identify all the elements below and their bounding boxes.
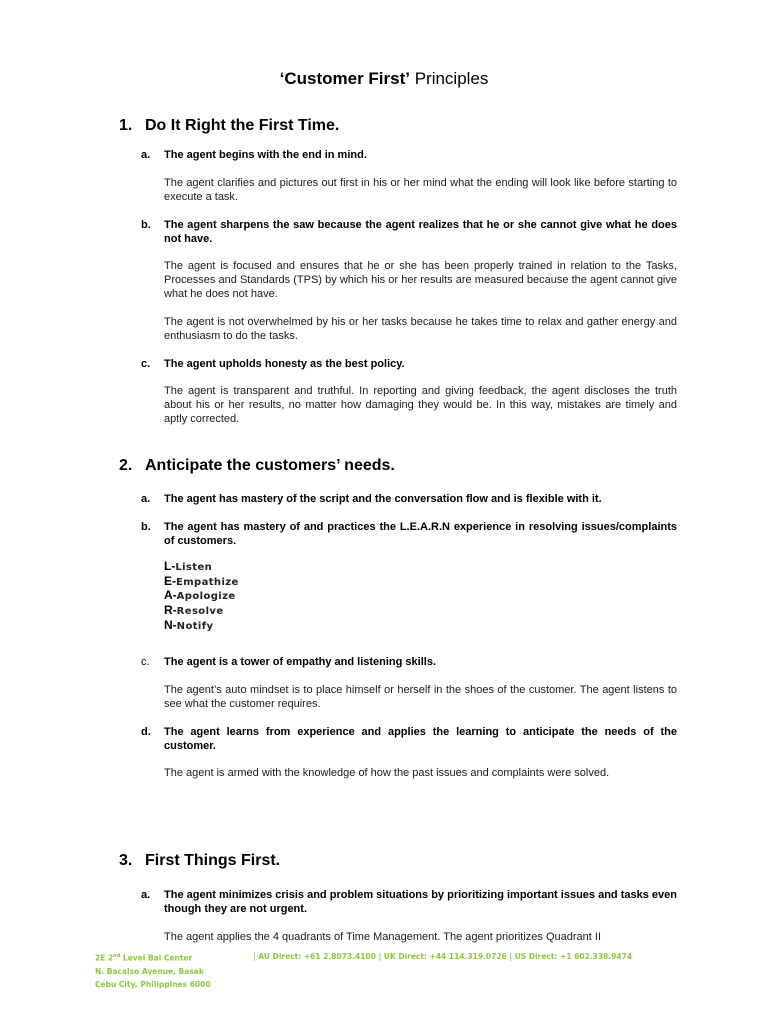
paragraph: The agent’s auto mindset is to place himself or herself in the shoes of the customer. The agent listens to see what the customer requires.: [164, 684, 677, 710]
learn-item-apologize: A-Apologize: [164, 588, 236, 603]
list-item: c. The agent is a tower of empathy and listening skills.: [141, 656, 437, 668]
paragraph: The agent is armed with the knowledge of how the past issues and complaints were solved.: [164, 767, 610, 779]
section-heading-1: 1. Do It Right the First Time.: [119, 117, 340, 134]
title-emphasis: ‘Customer First’: [279, 69, 410, 88]
section-heading-3: 3. First Things First.: [119, 852, 281, 869]
learn-acronym-list: [164, 560, 239, 634]
list-item: c. The agent upholds honesty as the best policy.: [141, 358, 405, 370]
footer-address-line-2: N. Bacalso Avenue, Basak: [95, 966, 204, 976]
list-item: a. The agent minimizes crisis and problem situations by prioritizing important issues and tasks even though they are not urgent.: [141, 889, 677, 915]
list-item: d. The agent learns from experience and applies the learning to anticipate the needs of the customer.: [141, 726, 677, 752]
footer-contacts: | AU Direct: +61 2.8073.4100 | UK Direct: +44 114.319.0726 | US Direct: +1 602.338.9474: [253, 952, 633, 961]
footer-address-line-1: 2E 2nd Level Bai Center: [95, 953, 193, 963]
list-item: a. The agent has mastery of the script and the conversation flow and is flexible with it.: [141, 493, 602, 505]
list-item: b. The agent has mastery of and practices the L.E.A.R.N experience in resolving issues/complaints of customers.: [141, 521, 677, 547]
learn-item-notify: N-Notify: [164, 617, 214, 632]
learn-item-listen: L-Listen: [164, 559, 213, 573]
paragraph: The agent is transparent and truthful. In reporting and giving feedback, the agent discloses the truth about his or her results, no matter how damaging they would be. In this way, mistakes are timely and aptly corrected.: [164, 385, 677, 425]
paragraph: The agent clarifies and pictures out first in his or her mind what the ending will look like before starting to execute a task.: [164, 177, 677, 203]
paragraph: The agent is focused and ensures that he or she has been properly trained in relation to the Tasks, Processes and Standards (TPS) by which his or her results are measured because the agent cannot give what he does not have.: [164, 260, 677, 300]
learn-item-resolve: R-Resolve: [164, 603, 224, 618]
learn-item-empathize: E-Empathize: [164, 573, 239, 588]
section-heading-2: 2. Anticipate the customers’ needs.: [119, 457, 395, 474]
list-item: a. The agent begins with the end in mind.: [141, 149, 367, 161]
footer-address-line-3: Cebu City, Philippines 6000: [95, 979, 211, 989]
paragraph: The agent is not overwhelmed by his or her tasks because he takes time to relax and gather energy and enthusiasm to do the tasks.: [164, 316, 677, 342]
footer: [95, 950, 633, 991]
title-rest: Principles: [409, 69, 489, 88]
list-item: b. The agent sharpens the saw because the agent realizes that he or she cannot give what he does not have.: [141, 219, 677, 245]
page-title: [0, 69, 768, 89]
paragraph: The agent applies the 4 quadrants of Time Management. The agent prioritizes Quadrant II: [164, 931, 602, 943]
